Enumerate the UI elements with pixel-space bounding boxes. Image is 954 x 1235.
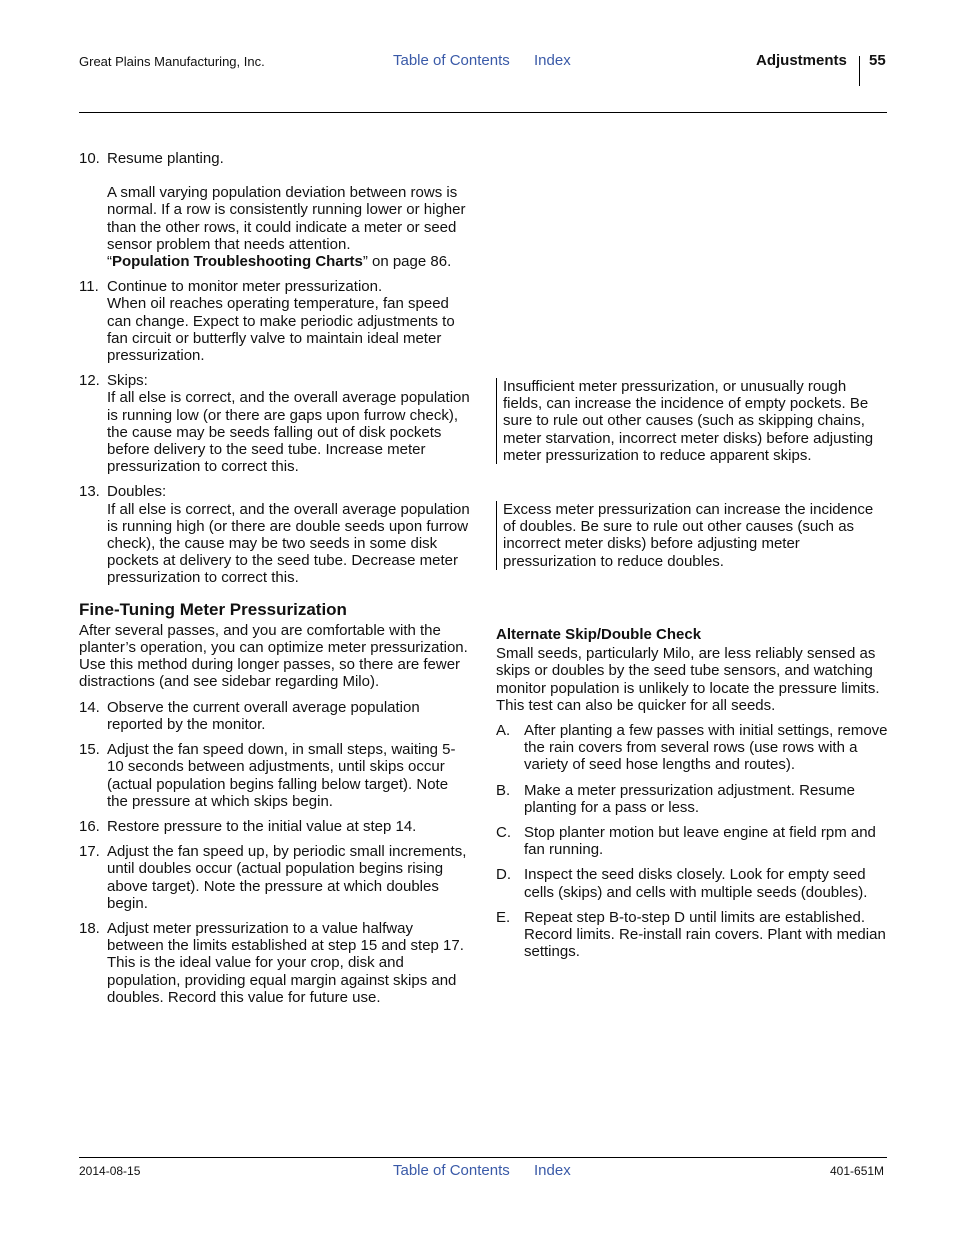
step-text: Observe the current overall average population reported by the monitor.	[107, 698, 420, 733]
step-18	[79, 920, 471, 1006]
step-number: 13.	[79, 483, 100, 501]
step-number: 16.	[79, 817, 100, 835]
footer-date: 2014-08-15	[79, 1164, 141, 1178]
footer-toc-link[interactable]: Table of Contents	[393, 1162, 510, 1179]
step-letter: E.	[496, 908, 511, 926]
step-text: Adjust the fan speed down, in small steps, waiting 5-10 seconds between adjustments, until skips occur (actual population begins falling below target). Note the pressure at which skips begin.	[107, 741, 456, 810]
step-text: Inspect the seed disks closely. Look for empty seed cells (skips) and cells with multiple seeds (doubles).	[524, 866, 868, 901]
population-charts-ref[interactable]: Population Troubleshooting Charts	[112, 253, 363, 271]
step-body: If all else is correct, and the overall average population is running high (or there are double seeds upon furrow check), the cause may be two seeds in some disk pockets at delivery to the seed tube. Decrease meter pressurization to correct this.	[107, 500, 470, 587]
step-number: 18.	[79, 919, 100, 937]
step-text: Repeat step B-to-step D until limits are established. Record limits. Re-install rain covers. Plant with median settings.	[524, 908, 886, 961]
doubles-sidebar-note: Excess meter pressurization can increase the incidence of doubles. Be sure to rule out other causes (such as incorrect meter disks) before adjusting meter pressurization to reduce doubles.	[496, 501, 887, 570]
step-15	[79, 741, 471, 810]
step-text: Adjust the fan speed up, by periodic small increments, until doubles occur (actual population begins rising above target). Note the pressure at which doubles begin.	[107, 843, 467, 912]
step-title: Doubles:	[107, 483, 167, 501]
skips-sidebar-note: Insufficient meter pressurization, or unusually rough fields, can increase the incidence of empty pockets. Be sure to rule out other causes (such as skipping chains, meter starvation, incorrect meter disks) before adjusting meter pressurization to reduce apparent skips.	[496, 378, 887, 464]
ref-tail: ” on page 86.	[362, 253, 452, 271]
fine-tuning-intro: After several passes, and you are comfortable with the planter’s operation, you can optimize meter pressurization. Use this method during longer passes, so there are fewer distractions (and see sidebar regarding Milo).	[79, 621, 468, 691]
step-13	[79, 483, 471, 586]
step-d	[496, 866, 888, 900]
step-text: Make a meter pressurization adjustment. Resume planting for a pass or less.	[524, 781, 855, 816]
footer-doc-number: 401-651M	[830, 1164, 885, 1178]
step-text: Stop planter motion but leave engine at field rpm and fan running.	[524, 824, 876, 859]
step-letter: A.	[496, 722, 511, 740]
page-number: 55	[869, 52, 886, 69]
header-divider	[859, 56, 860, 86]
header-rule	[79, 112, 887, 113]
step-title: Resume planting.	[107, 150, 224, 167]
step-body: If all else is correct, and the overall average population is running low (or there are gaps upon furrow check), the cause may be seeds falling out of disk pockets before delivery to the seed tube. Increase meter pressurization to correct this.	[107, 389, 470, 476]
step-body	[107, 184, 471, 270]
step-c	[496, 824, 888, 858]
step-letter: D.	[496, 866, 511, 884]
step-text: Adjust meter pressurization to a value halfway between the limits established at step 15 and step 17. This is the ideal value for your crop, disk and population, providing equal margin against skips and doubles. Record this value for future use.	[107, 919, 464, 1006]
step-number: 14.	[79, 698, 100, 716]
header-toc-link[interactable]: Table of Contents	[393, 52, 510, 69]
step-body: When oil reaches operating temperature, fan speed can change. Expect to make periodic adjustments to fan circuit or butterfly valve to maintain ideal meter pressurization.	[107, 295, 455, 365]
alternate-check-heading: Alternate Skip/Double Check	[496, 626, 702, 643]
ref-open-quote: “	[107, 253, 112, 271]
step-text: Restore pressure to the initial value at step 14.	[107, 817, 417, 835]
step-b	[496, 782, 888, 816]
step-14	[79, 699, 471, 733]
step-title: Skips:	[107, 372, 148, 390]
step-number: 17.	[79, 843, 100, 861]
step-text: After planting a few passes with initial settings, remove the rain covers from several rows (use rows with a variety of seed hose lengths and routes).	[524, 722, 888, 774]
step-number: 10.	[79, 150, 100, 167]
company-name: Great Plains Manufacturing, Inc.	[79, 54, 265, 69]
step-number: 11.	[79, 278, 99, 296]
section-title: Adjustments	[756, 52, 847, 69]
step-a	[496, 722, 888, 774]
step-e	[496, 909, 888, 961]
alternate-check-section	[496, 626, 888, 968]
left-column	[79, 150, 471, 1014]
step-number: 12.	[79, 372, 100, 390]
step-12	[79, 372, 471, 475]
footer-index-link[interactable]: Index	[534, 1162, 571, 1179]
step-letter: C.	[496, 824, 511, 842]
alternate-check-intro: Small seeds, particularly Milo, are less reliably sensed as skips or doubles by the seed tube sensors, and watching monitor population is unlikely to locate the pressure limits. This test can also be quicker for all seeds.	[496, 645, 880, 714]
step-number: 15.	[79, 741, 100, 759]
step-17	[79, 843, 471, 912]
step-body-text: A small varying population deviation between rows is normal. If a row is consistently running lower or higher than the other rows, it could indicate a meter or seed sensor problem that needs attention.	[107, 184, 466, 253]
header-index-link[interactable]: Index	[534, 52, 571, 69]
step-letter: B.	[496, 781, 511, 799]
step-10	[79, 150, 471, 270]
step-16	[79, 818, 471, 835]
footer-rule	[79, 1157, 887, 1158]
step-11	[79, 278, 471, 364]
step-title: Continue to monitor meter pressurization.	[107, 278, 383, 296]
fine-tuning-heading: Fine-Tuning Meter Pressurization	[79, 599, 347, 619]
